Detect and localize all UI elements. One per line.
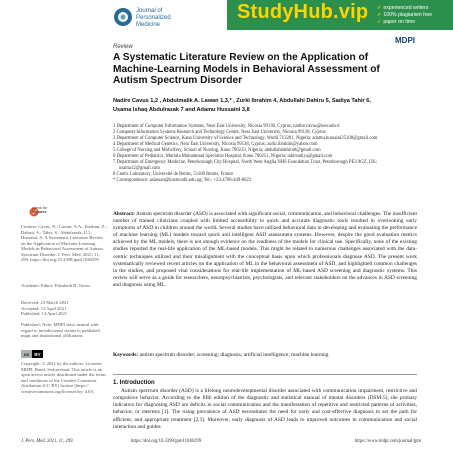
introduction-heading: 1. Introduction: [113, 380, 155, 386]
svg-text:BY: BY: [34, 352, 41, 357]
footer-doi-link[interactable]: https://doi.org/10.3390/jpm11040299: [131, 439, 202, 444]
author-line-2: Usama Ishaq Abdulrazak 7 and Adamu Hussaini 3,8: [113, 107, 250, 113]
affiliation-item: 4 Department of Medical Genetics, Near East University, Nicosia 99138, Cyprus; zurki.ibrahim@yahoo.com: [113, 142, 318, 148]
affiliation-item: 1 Department of Computer Information Systems, Near East University, Nicosia 99138, Cyprus; nadire.cavus@neu.edu.tr: [113, 124, 340, 129]
check-for-updates-label[interactable]: check for updates: [32, 206, 48, 215]
footer-journal-url[interactable]: https://www.mdpi.com/journal/jpm: [354, 439, 421, 444]
publisher-note: Publisher's Note: MDPI stays neutral with regard to jurisdictional claims in published maps and institutional affiliations.: [21, 322, 100, 338]
introduction-text: Autism spectrum disorder (ASD) is a lifelong neurodevelopmental disorder associated with communication impairment, restrictive and compulsive behavior. According to the fifth edition of the diagnostic and statistical manual of mental disorders (DSM-5), the primary indicators for diagnosing ASD are deficits in social communication and the manifestation of repetitive and restricted patterns of activities, behavior, or interests [1]. The rising prevalence of ASD necessitates the need for early and cost-effective diagnosis to set the path for efficient, and appropriate treatment [2,3]. Moreover, early diagnosis of ASD leads to improved outcomes in communication and social interaction and guides: [113, 388, 417, 430]
check-icon: ✓: [377, 5, 382, 11]
abstract-text: Autism spectrum disorder (ASD) is associated with significant social, communication, and behavioral challenges. The insufficient number of trained clinicians coupled with limited accessibility to quick and accurate diagnostic tools resulted in overlooking early symptoms of ASD in children around the world. Several studies have utilized behavioral data in developing and evaluating the performance of machine learning (ML) models toward quick and intelligent ASD assessment systems. However, despite the good evaluation metrics achieved by the ML models, there is not enough evidence on the readiness of the models for clinical use. Specifically, none of the existing studies reported the real-life application of the ML-based models. This might be related to numerous challenges associated with the data-centric techniques utilized and their misalignment with the conceptual basis upon which professionals diagnose ASD. The present work systematically reviewed recent articles on the application of ML in the behavioral assessment of ASD, and highlighted common challenges in the studies, and proposed vital considerations for real-life implementation of ML-based ASD screening and diagnostic systems. This review will serve as a guide for researchers, neuropsychiatrists, psychologists, and relevant stakeholders on the advances in ASD screening and diagnosis using ML.: [113, 211, 417, 288]
author-list: [113, 97, 413, 115]
journal-name-line3: Medicine: [136, 22, 161, 28]
copyright-notice: Copyright: © 2021 by the authors. Licensee MDPI, Basel, Switzerland. This article is an open access article distributed under the terms and conditions of the Creative Commons Attribution (CC BY) license (https:// creativecommons.org/licenses/by/ 4.0/).: [21, 361, 106, 394]
accepted-date: Accepted: 12 April 2021: [21, 305, 67, 311]
journal-header: [113, 7, 233, 29]
keywords-label: Keywords:: [113, 352, 139, 358]
journal-logo-icon: [113, 7, 133, 27]
keywords: [113, 352, 417, 359]
author-line-1: Nadire Cavus 1,2 , Abdulmalik A. Lawan 1,3,* , Zurki Ibrahim 4, Abdullahi Dahiru 5, Sadiya Tahir 6,: [113, 98, 371, 104]
academic-editor: Academic Editor: Elizabeth B. Torres: [21, 283, 91, 288]
article-title: A Systematic Literature Review on the Application of Machine-Learning Models in Behavioral Assessment of Autism Spectrum Disorder: [113, 52, 380, 86]
banner-title[interactable]: StudyHub.vip: [237, 1, 369, 23]
published-date: Published: 14 April 2021: [21, 311, 68, 316]
check-icon: ✓: [377, 12, 382, 18]
banner-feature-item: ✓ 100% plagiarism free: [377, 12, 433, 18]
svg-text:MDPI: MDPI: [395, 36, 415, 45]
banner-feature-list: [377, 5, 432, 26]
abstract: [113, 211, 417, 289]
check-icon: ✓: [377, 19, 382, 25]
article-type: Review: [113, 44, 133, 50]
affiliation-item: 3 Department of Computer Science, Kano University of Science and Technology, Wudil 713281, Nigeria; adamu.hussaini25108@gmail.com: [113, 136, 378, 142]
cc-by-license-icon[interactable]: [21, 350, 43, 358]
affiliation-item: 6 Department of Pediatrics, Murtala Muhammad Specialist Hospital, Kano 700251, Nigeria; tahirsadiya@gmail.com: [113, 154, 333, 160]
banner-feature-item: ✓ experienced writers: [377, 5, 429, 11]
studyhub-banner[interactable]: [227, 0, 453, 30]
publication-dates: [21, 300, 107, 317]
journal-name-line1: Journal of: [136, 8, 163, 14]
footer-journal-ref: J. Pers. Med. 2021, 11, 299.: [21, 439, 74, 444]
affiliation-item: 8 Cnetic Laboratory, Université de Reims, 51100 Reims, France: [113, 172, 234, 178]
affiliation-item: 7 Department of Emergency Medicine, Peterborough City Hospital, North West Anglia NHS Foundation Trust, Peterborough PE3 9GZ, UK; usama12@gmail.com: [113, 160, 377, 172]
keywords-text: autism spectrum disorder; screening; diagnosis; artificial intelligence; machine learning: [139, 352, 329, 358]
journal-name-line2: Personalized: [136, 15, 171, 21]
banner-feature-item: ✓ paper on time: [377, 19, 416, 25]
affiliation-item: 2 Computer Information Systems Research and Technology Centre, Near East University, Nicosia 99138, Cyprus: [113, 130, 326, 136]
received-date: Received: 23 March 2021: [21, 300, 69, 305]
section-divider: [113, 374, 417, 375]
mdpi-logo: [392, 33, 418, 47]
journal-name: [136, 8, 171, 29]
svg-text:cc: cc: [23, 352, 30, 357]
affiliation-item: 5 College of Nursing and Midwifery, School of Nursing, Kano 700233, Nigeria; abdullahidahiru8@gmail.com: [113, 148, 321, 154]
citation-text: Citation: Cavus, N.; Lawan, A.A.; Ibrahim, Z.; Dahiru, A.; Tahir, S.; Abdulrazak, U.I.; Hussaini, A. A Systematic Literature Review on the Application of Machine-Learning Models in Behavioral Assessment of Autism Spectrum Disorder. J. Pers. Med. 2021, 11, 299. https://doi.org/10.3390/jpm11040299: [21, 224, 107, 262]
correspondence: * Correspondence: aalawan@kustwudil.edu.ng; Tel.: +23-4706-449-8622: [113, 178, 252, 184]
abstract-label: Abstract:: [113, 211, 135, 217]
affiliations: [113, 124, 413, 184]
